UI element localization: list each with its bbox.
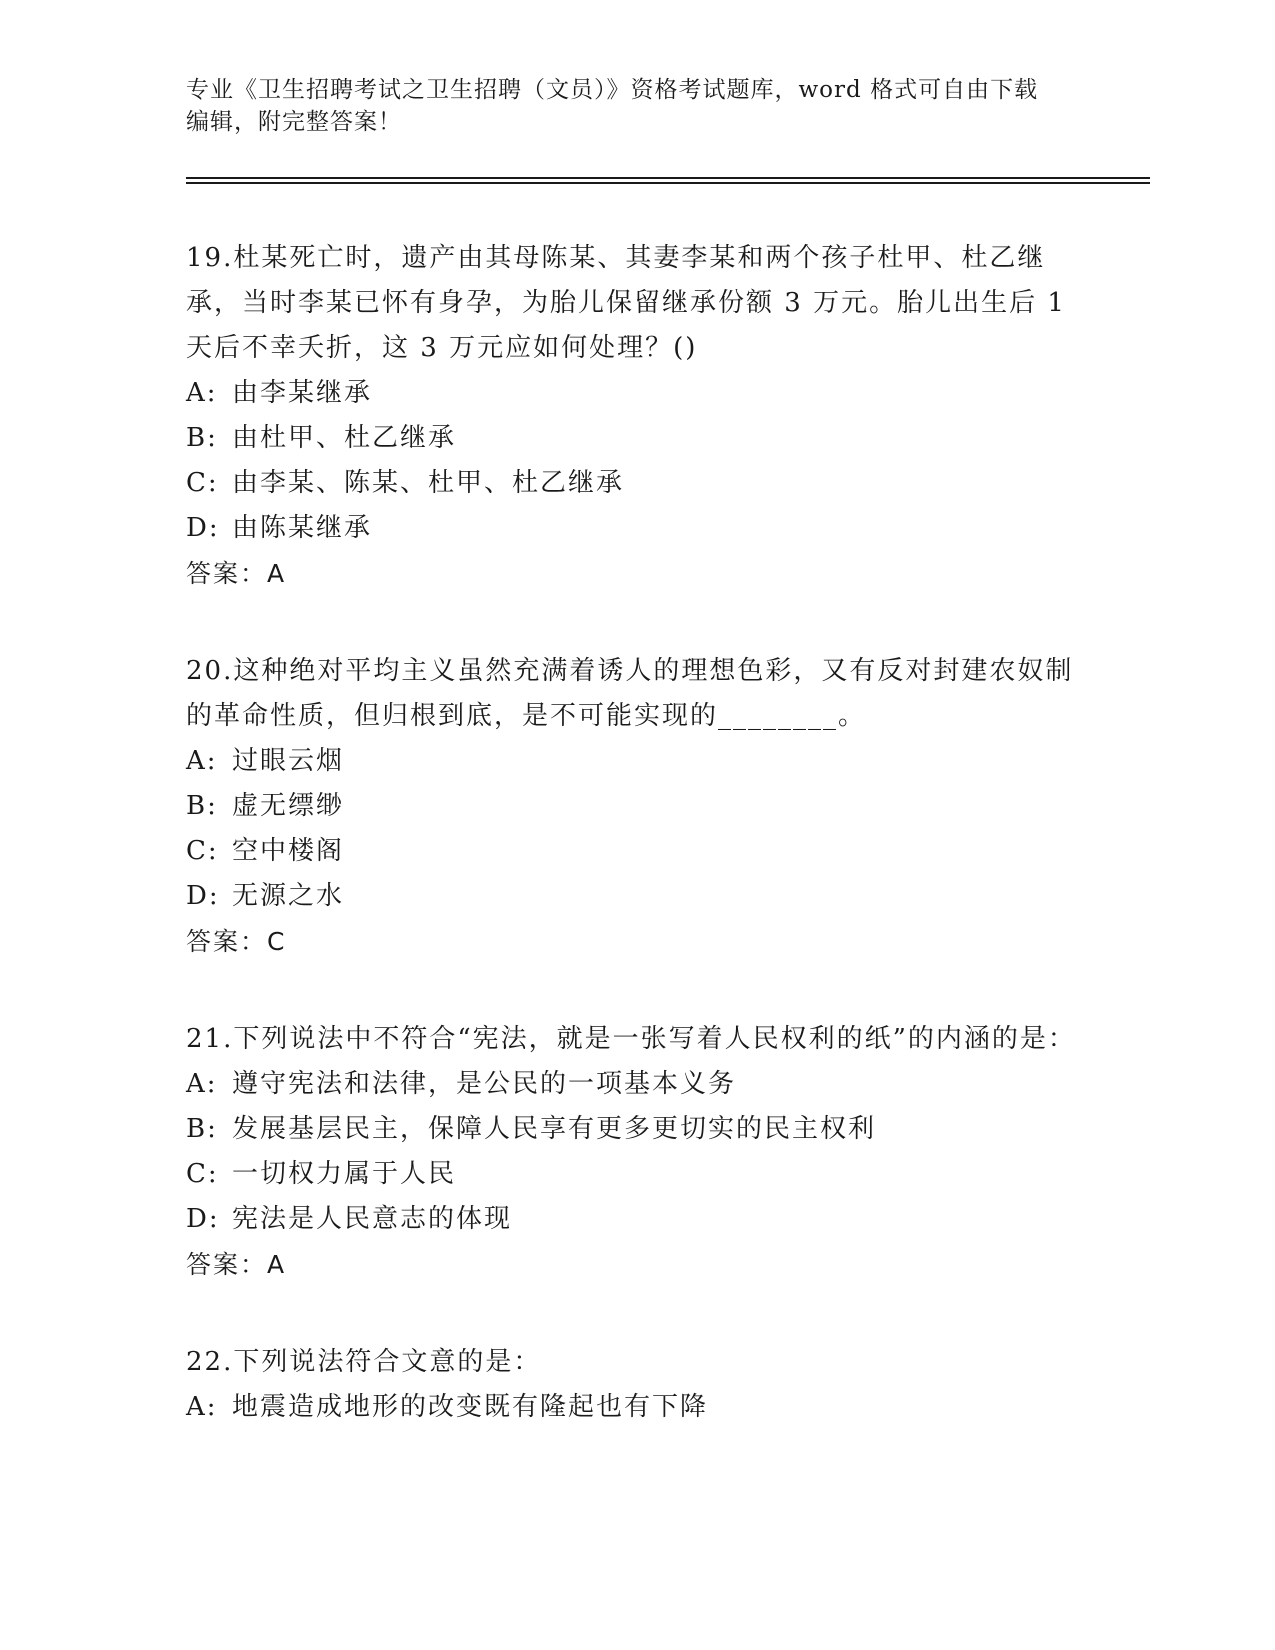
option-d bbox=[186, 1197, 1076, 1242]
option-text: 空中楼阁 bbox=[232, 836, 345, 866]
question-text: 20.这种绝对平均主义虽然充满着诱人的理想色彩，又有反对封建农奴制的革命性质，但归根到底，是不可能实现的________。 bbox=[186, 656, 1074, 731]
option-letter: D: bbox=[186, 881, 220, 911]
question-text: 21.下列说法中不符合“宪法，就是一张写着人民权利的纸”的内涵的是： bbox=[186, 1024, 1076, 1054]
header-divider-top bbox=[186, 177, 1150, 179]
option-b bbox=[186, 1107, 1076, 1152]
option-d bbox=[186, 874, 1076, 919]
option-letter: A: bbox=[186, 746, 218, 776]
document-header bbox=[186, 74, 1076, 138]
option-letter: C: bbox=[186, 468, 219, 498]
option-letter: D: bbox=[186, 513, 220, 543]
option-c bbox=[186, 461, 1076, 506]
option-text: 无源之水 bbox=[232, 881, 345, 911]
option-letter: A: bbox=[186, 378, 218, 408]
question-text: 19.杜某死亡时，遗产由其母陈某、其妻李某和两个孩子杜甲、杜乙继承，当时李某已怀有身孕，为胎儿保留继承份额 3 万元。胎儿出生后 1 天后不幸夭折，这 3 万元应如何处理？() bbox=[186, 243, 1066, 363]
option-letter: C: bbox=[186, 836, 219, 866]
option-letter: B: bbox=[186, 423, 218, 453]
option-letter: D: bbox=[186, 1204, 220, 1234]
header-line-1: 专业《卫生招聘考试之卫生招聘（文员）》资格考试题库，word 格式可自由下载 bbox=[186, 77, 1039, 103]
option-a bbox=[186, 371, 1076, 416]
option-letter: A: bbox=[186, 1069, 218, 1099]
option-text: 过眼云烟 bbox=[232, 746, 345, 776]
question-text: 22.下列说法符合文意的是： bbox=[186, 1347, 542, 1377]
option-c bbox=[186, 1152, 1076, 1197]
option-b bbox=[186, 416, 1076, 461]
option-text: 由杜甲、杜乙继承 bbox=[232, 423, 457, 453]
option-letter: B: bbox=[186, 1114, 218, 1144]
option-letter: A: bbox=[186, 1392, 218, 1422]
option-letter: B: bbox=[186, 791, 218, 821]
option-text: 宪法是人民意志的体现 bbox=[232, 1204, 513, 1234]
option-a bbox=[186, 1062, 1076, 1107]
option-c bbox=[186, 829, 1076, 874]
header-line-2: 编辑，附完整答案！ bbox=[186, 109, 402, 135]
question-20 bbox=[186, 649, 1076, 964]
answer-line: 答案：C bbox=[186, 927, 287, 956]
option-d bbox=[186, 506, 1076, 551]
header-divider-bottom bbox=[186, 182, 1150, 184]
option-b bbox=[186, 784, 1076, 829]
option-text: 由李某继承 bbox=[232, 378, 373, 408]
option-letter: C: bbox=[186, 1159, 219, 1189]
question-21 bbox=[186, 1017, 1076, 1287]
question-22 bbox=[186, 1340, 1076, 1430]
question-19 bbox=[186, 236, 1076, 596]
answer-line: 答案：A bbox=[186, 559, 287, 588]
question-list bbox=[186, 236, 1076, 1483]
option-text: 由李某、陈某、杜甲、杜乙继承 bbox=[232, 468, 625, 498]
option-a bbox=[186, 739, 1076, 784]
option-text: 发展基层民主，保障人民享有更多更切实的民主权利 bbox=[232, 1114, 877, 1144]
option-text: 地震造成地形的改变既有隆起也有下降 bbox=[232, 1392, 709, 1422]
option-a bbox=[186, 1385, 1076, 1430]
option-text: 虚无缥缈 bbox=[232, 791, 345, 821]
option-text: 由陈某继承 bbox=[232, 513, 373, 543]
option-text: 遵守宪法和法律，是公民的一项基本义务 bbox=[232, 1069, 737, 1099]
answer-line: 答案：A bbox=[186, 1250, 287, 1279]
option-text: 一切权力属于人民 bbox=[232, 1159, 457, 1189]
